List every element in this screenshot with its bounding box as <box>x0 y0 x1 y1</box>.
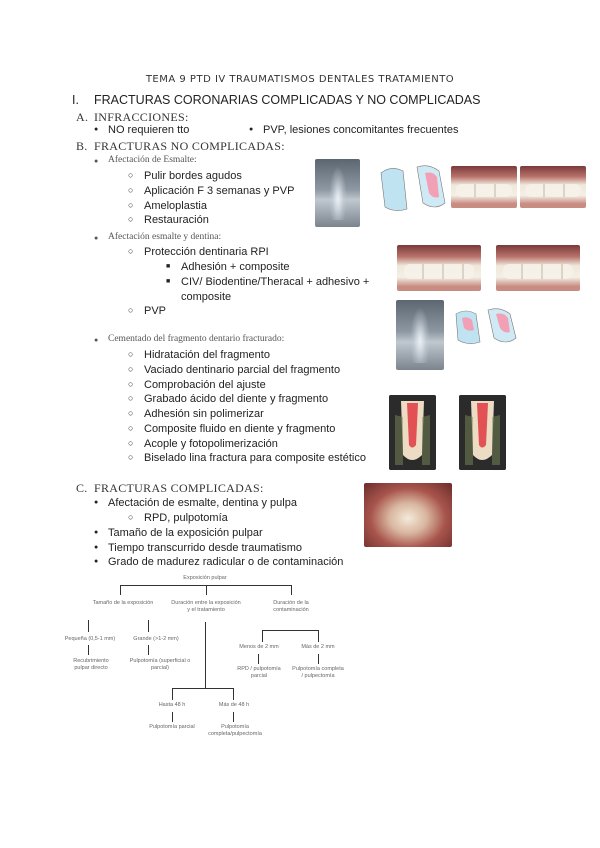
flow-root: Exposición pulpar <box>183 575 227 581</box>
flow-n1b: Grande (>1-2 mm) <box>133 636 179 642</box>
cementado-item: ○ Adhesión sin polimerizar <box>144 408 264 420</box>
tooth-section-image <box>459 395 506 470</box>
page-title: TEMA 9 PTD IV TRAUMATISMOS DENTALES TRATAMIENTO <box>145 74 455 85</box>
sec-a-heading: INFRACCIONES: <box>94 110 189 124</box>
dentina-sub-2: ■ CIV/ Biodentine/Theracal + adhesivo + <box>181 276 369 288</box>
pulp-exposure-photo <box>364 483 452 547</box>
xray-image <box>396 300 444 370</box>
sec-b-heading: FRACTURAS NO COMPLICADAS: <box>94 139 285 153</box>
teeth-photo <box>397 245 481 291</box>
dentina-heading: ● Afectación esmalte y dentina: <box>108 232 221 242</box>
flow-n1a: Pequeña (0,5-1 mm) <box>64 636 116 642</box>
section-heading: FRACTURAS CORONARIAS COMPLICADAS Y NO COMPLICADAS <box>94 93 481 107</box>
flow-n2b: Más de 48 h <box>218 702 250 708</box>
tooth-section-image <box>389 395 436 470</box>
dentina-item-1: ○ Protección dentinaria RPI <box>144 246 269 258</box>
sec-a-letter: A. <box>76 110 89 124</box>
infracciones-item-2: ● PVP, lesiones concomitantes frecuentes <box>263 124 458 136</box>
sec-c-heading: FRACTURAS COMPLICADAS: <box>94 481 264 495</box>
dentina-sub-2-cont: composite <box>181 291 232 303</box>
cementado-item: ○ Biselado lina fractura para composite estético <box>144 452 366 464</box>
esmalte-item: ○ Ameloplastia <box>144 200 207 212</box>
flow-n2: Duración entre la exposición y el tratamiento <box>171 600 241 613</box>
infracciones-item-1: ● NO requieren tto <box>108 124 189 136</box>
complicadas-sub-1: ○ RPD, pulpotomía <box>144 512 228 524</box>
flow-n3b-result: Pulpotomía completa / pulpectomía <box>292 666 344 679</box>
teeth-photo <box>520 166 586 208</box>
flow-n3b: Más de 2 mm <box>301 644 335 650</box>
esmalte-item: ○ Pulir bordes agudos <box>144 170 242 182</box>
flow-n3a: Menos de 2 mm <box>239 644 279 650</box>
cementado-item: ○ Hidratación del fragmento <box>144 349 270 361</box>
flow-n1b-result: Pulpotomía (superficial o parcial) <box>129 658 191 671</box>
esmalte-item: ○ Aplicación F 3 semanas y PVP <box>144 185 294 197</box>
esmalte-item: ○ Restauración <box>144 214 209 226</box>
tooth-diagram-image <box>452 306 520 346</box>
xray-image <box>315 159 360 227</box>
flow-n1a-result: Recubrimiento pulpar directo <box>73 658 109 671</box>
complicadas-item-3: ● Tiempo transcurrido desde traumatismo <box>108 542 302 554</box>
tooth-diagram-image <box>377 163 449 213</box>
cementado-heading: ● Cementado del fragmento dentario fracturado: <box>108 334 284 344</box>
complicadas-item-4: ● Grado de madurez radicular o de contaminación <box>108 556 343 568</box>
esmalte-heading: ● Afectación de Esmalte: <box>108 155 197 165</box>
flow-n1: Tamaño de la exposición <box>92 600 154 606</box>
cementado-item: ○ Composite fluido en diente y fragmento <box>144 423 335 435</box>
flow-n2a: Hasta 48 h <box>158 702 186 708</box>
flow-n2b-result: Pulpotomía completa/pulpectomía <box>208 724 262 737</box>
teeth-photo <box>451 166 517 208</box>
sec-c-letter: C. <box>76 481 88 495</box>
flow-n2a-result: Pulpotomía parcial <box>149 724 195 730</box>
sec-b-letter: B. <box>76 139 88 153</box>
dentina-sub-1: ■ Adhesión + composite <box>181 261 290 273</box>
section-numeral: I. <box>72 93 79 107</box>
cementado-item: ○ Comprobación del ajuste <box>144 379 266 391</box>
flow-n3: Duración de la contaminación <box>273 600 309 613</box>
flow-n3a-result: RPD / pulpotomía parcial <box>237 666 281 679</box>
cementado-item: ○ Vaciado dentinario parcial del fragmento <box>144 364 340 376</box>
teeth-photo <box>496 245 580 291</box>
cementado-item: ○ Grabado ácido del diente y fragmento <box>144 393 328 405</box>
cementado-item: ○ Acople y fotopolimerización <box>144 438 278 450</box>
complicadas-item-2: ● Tamaño de la exposición pulpar <box>108 527 263 539</box>
complicadas-item-1: ● Afectación de esmalte, dentina y pulpa <box>108 497 297 509</box>
dentina-item-2: ○ PVP <box>144 305 166 317</box>
